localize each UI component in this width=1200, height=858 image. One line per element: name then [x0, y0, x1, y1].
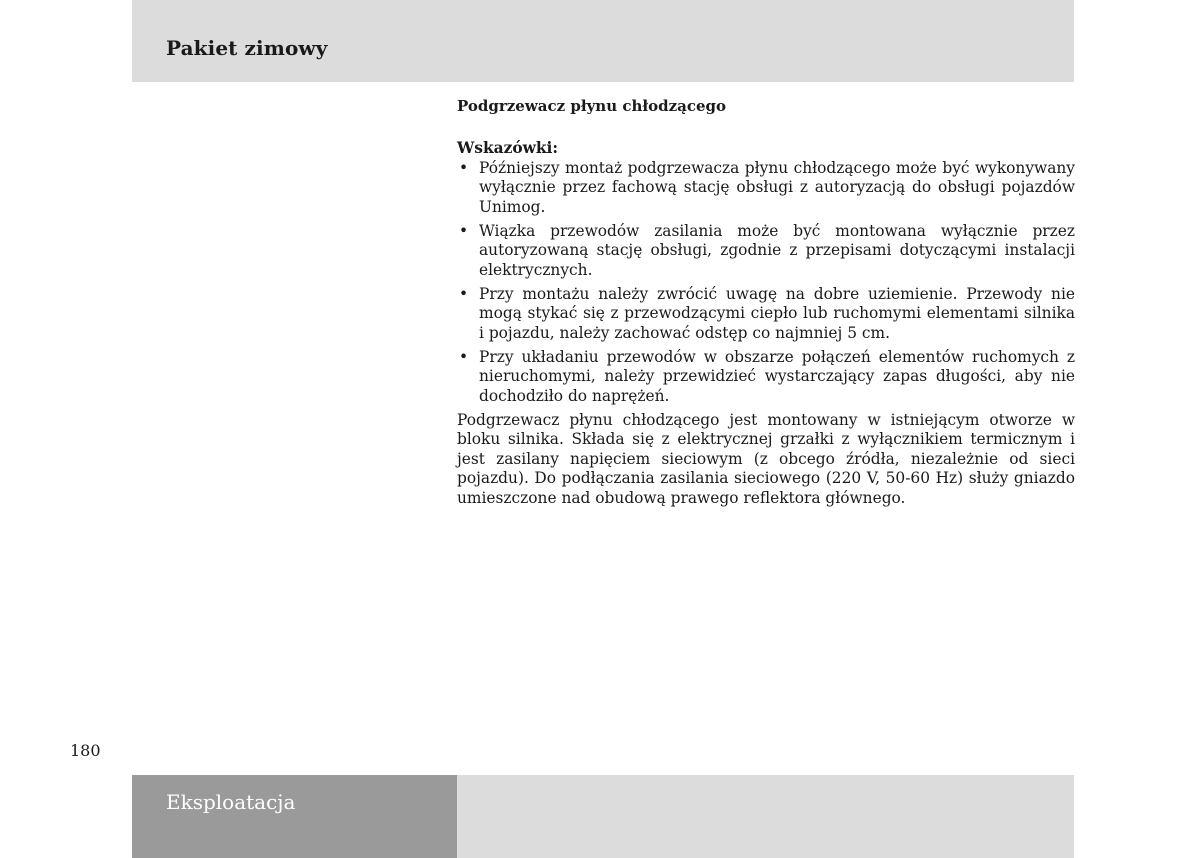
body-paragraph: Podgrzewacz płynu chłodzącego jest montowany w istniejącym otworze w bloku silnika. Składa się z elektrycznej grzałki z wyłącznikiem termicznym i jest zasilany napięciem sieciowym (z obcego źródła, niezależnie od sieci pojazdu). Do podłączania zasilania sieciowego (220 V, 50-60 Hz) służy gniazdo umieszczone nad obudową prawego reflektora głównego. [457, 410, 1075, 507]
list-item [457, 285, 1075, 344]
notes-heading: Wskazówki: [457, 139, 559, 157]
header-band [132, 0, 1074, 82]
note-text: Przy montażu należy zwrócić uwagę na dobre uziemienie. Przewody nie mogą stykać się z przewodzącymi ciepło lub ruchomymi elementami silnika i pojazdu, należy zachować odstęp co najmniej 5 cm. [479, 284, 1075, 342]
note-text: Wiązka przewodów zasilania może być montowana wyłącznie przez autoryzowaną stację obsługi, zgodnie z przepisami dotyczącymi instalacji elektrycznych. [479, 221, 1075, 279]
bullet-icon: • [459, 284, 469, 303]
note-text: Późniejszy montaż podgrzewacza płynu chłodzącego może być wykonywany wyłącznie przez fachową stację obsługi z autoryzacją do obsługi pojazdów Unimog. [479, 158, 1075, 216]
footer-band [457, 775, 1074, 858]
page-title: Pakiet zimowy [166, 36, 328, 60]
section-title: Podgrzewacz płynu chłodzącego [457, 97, 727, 115]
page-number: 180 [70, 741, 101, 760]
note-text: Przy układaniu przewodów w obszarze połączeń elementów ruchomych z nieruchomymi, należy przewidzieć wystarczający zapas długości, aby nie dochodziło do naprężeń. [479, 347, 1075, 405]
bullet-icon: • [459, 347, 469, 366]
main-content [457, 96, 1075, 508]
list-item [457, 348, 1075, 407]
notes-list [457, 159, 1075, 407]
footer-chapter-tab [132, 775, 457, 858]
bullet-icon: • [459, 221, 469, 240]
footer-chapter-label: Eksploatacja [166, 790, 296, 814]
bullet-icon: • [459, 158, 469, 177]
list-item [457, 222, 1075, 281]
list-item [457, 159, 1075, 218]
